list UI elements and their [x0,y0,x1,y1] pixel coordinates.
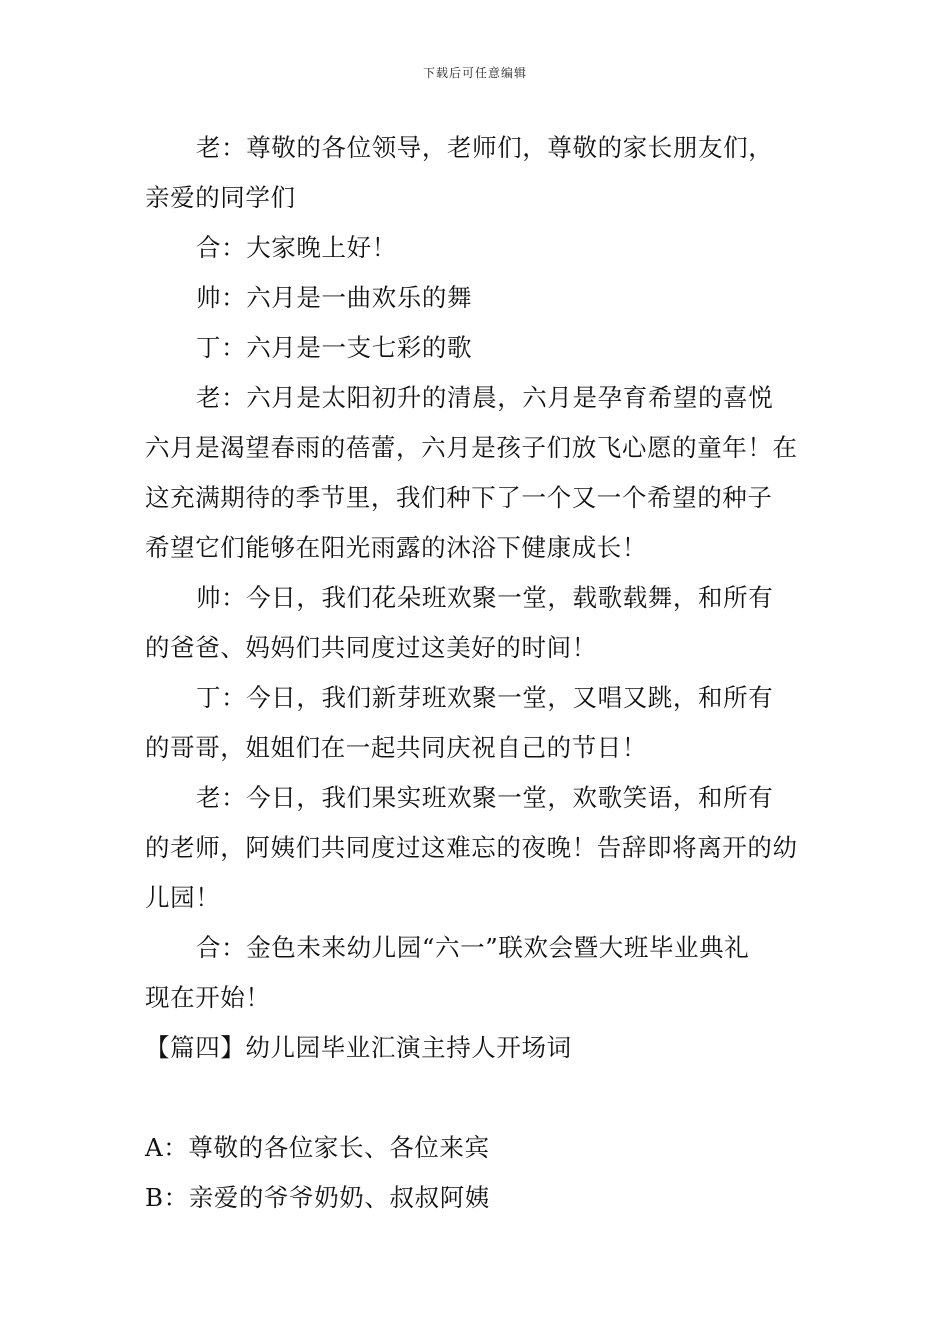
paragraph-line: 老：六月是太阳初升的清晨，六月是孕育希望的喜悦 [196,383,774,412]
paragraph-line: 帅：六月是一曲欢乐的舞 [196,283,473,312]
section-title: 【篇四】幼儿园毕业汇演主持人开场词 [145,1033,572,1062]
paragraph [145,273,810,323]
paragraph-line: 儿园！ [145,883,221,912]
paragraph-line: 帅：今日，我们花朵班欢聚一堂，载歌载舞，和所有 [196,583,774,612]
paragraph-line: 老：尊敬的各位领导，老师们，尊敬的家长朋友们， [196,133,774,162]
paragraph-line: 老：今日，我们果实班欢聚一堂，欢歌笑语，和所有 [196,783,774,812]
paragraph [145,773,810,923]
paragraph [145,373,810,573]
paragraph-line: 合：金色未来幼儿园“六一”联欢会暨大班毕业典礼 [196,933,750,962]
paragraph [145,223,810,273]
paragraph-line: 的老师，阿姨们共同度过这难忘的夜晚！告辞即将离开的幼 [145,833,798,862]
paragraph-line: 合：大家晚上好！ [196,233,397,262]
paragraph-line: 现在开始！ [145,983,271,1012]
paragraph [145,323,810,373]
paragraph [145,123,810,223]
paragraph-line: 亲爱的同学们 [145,183,296,212]
paragraph-line: 的爸爸、妈妈们共同度过这美好的时间！ [145,633,597,662]
section-line: A：尊敬的各位家长、各位来宾 [145,1133,490,1162]
paragraph [145,573,810,673]
paragraph-line: 六月是渴望春雨的蓓蕾，六月是孩子们放飞心愿的童年！在 [145,433,798,462]
paragraph [145,923,810,1023]
paragraph-line: 丁：今日，我们新芽班欢聚一堂，又唱又跳，和所有 [196,683,774,712]
document-body [145,123,810,1223]
paragraph-line: 丁：六月是一支七彩的歌 [196,333,473,362]
page-header: 下载后可任意编辑 [422,66,527,80]
paragraph [145,673,810,773]
paragraph-line: 希望它们能够在阳光雨露的沐浴下健康成长！ [145,533,647,562]
paragraph-line: 这充满期待的季节里，我们种下了一个又一个希望的种子 [145,483,773,512]
paragraph-line: 的哥哥，姐姐们在一起共同庆祝自己的节日！ [145,733,647,762]
section-line: B：亲爱的爷爷奶奶、叔叔阿姨 [145,1183,490,1212]
spacer [145,1073,810,1123]
